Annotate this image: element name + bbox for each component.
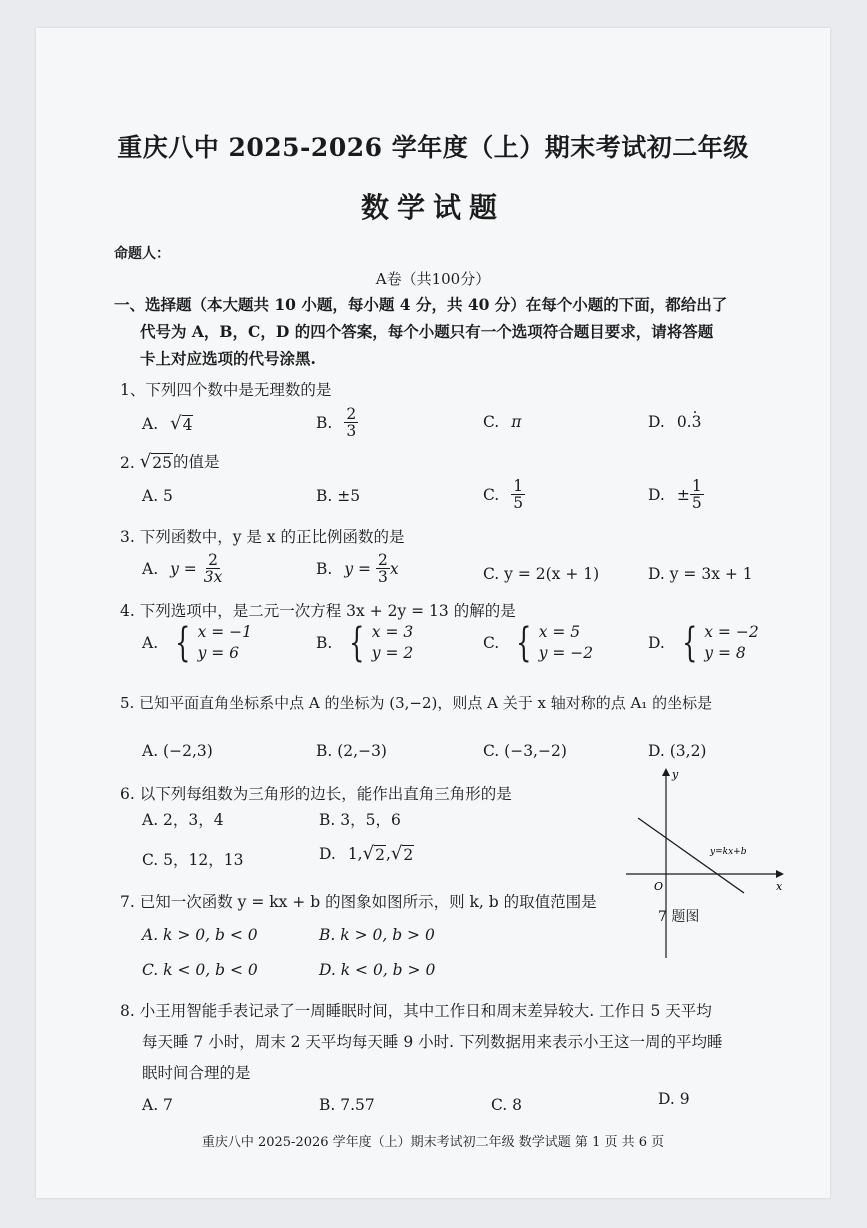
q1-option-a: A. √ 4	[142, 413, 193, 434]
q8-line3: 眠时间合理的是	[142, 1064, 251, 1082]
q2-option-c: C. $\frac{1}{5}$	[483, 477, 524, 513]
q3-option-b: B. y = $\frac{2}{3}$ x	[316, 551, 399, 587]
q4-stem: 4. 下列选项中，是二元一次方程 3x + 2y = 13 的解的是	[120, 602, 516, 620]
q6-option-a: A. 2，3，4	[142, 811, 224, 829]
q7-option-d: D. k < 0, b > 0	[319, 961, 436, 979]
q5-option-b: B. (2,−3)	[316, 742, 387, 760]
subject-title: 数学试题	[360, 191, 505, 224]
q7-stem: 7. 已知一次函数 y = kx + b 的图象如图所示，则 k, b 的取值范围是	[120, 893, 597, 911]
q6-stem: 6. 以下列每组数为三角形的边长，能作出直角三角形的是	[120, 785, 512, 803]
q4-option-c: C. { x = 5 y = −2	[483, 619, 594, 666]
q1-stem: 1、下列四个数中是无理数的是	[120, 381, 332, 399]
q3-option-c: C. y = 2(x + 1)	[483, 565, 600, 583]
q8-option-b: B. 7.57	[319, 1096, 375, 1114]
q8-line1: 8. 小王用智能手表记录了一周睡眠时间，其中工作日和周末差异较大. 工作日 5 天平均	[120, 1002, 712, 1020]
q6-option-b: B. 3，5，6	[319, 811, 401, 829]
figure-caption: 7 题图	[658, 909, 700, 925]
q2-stem: 2. √ 25 的值是	[120, 451, 220, 472]
y-axis-label: y	[672, 768, 679, 781]
q7-option-c: C. k < 0, b < 0	[142, 961, 258, 979]
x-axis-arrow	[776, 870, 784, 878]
q2-option-d: D. ± $\frac{1}{5}$	[648, 477, 702, 513]
q8-option-d: D. 9	[658, 1090, 690, 1108]
q5-option-c: C. (−3,−2)	[483, 742, 567, 760]
q1-option-b: B. $\frac{2}{3}$	[316, 405, 357, 441]
page-footer: 重庆八中 2025-2026 学年度（上）期末考试初二年级 数学试题 第 1 页 共 6 页	[201, 1135, 665, 1150]
section1-line3: 卡上对应选项的代号涂黑.	[140, 349, 316, 368]
q5-option-a: A. (−2,3)	[142, 742, 213, 760]
q7-figure	[626, 768, 786, 958]
q2-option-b: B. ±5	[316, 487, 361, 505]
q6-option-d: D. 1, √ 2 , √ 2	[319, 843, 414, 864]
q8-line2: 每天睡 7 小时，周末 2 天平均每天睡 9 小时. 下列数据用来表示小王这一周的平均睡	[142, 1033, 723, 1051]
exam-sheet	[36, 28, 830, 1198]
q8-option-a: A. 7	[142, 1096, 173, 1114]
q1-option-d: D. 0. 3 ·	[648, 413, 701, 431]
q6-option-c: C. 5，12，13	[142, 851, 244, 869]
q1-option-c: C. π	[483, 413, 522, 431]
q2-option-a: A. 5	[142, 487, 173, 505]
section1-line2: 代号为 A，B，C，D 的四个答案，每个小题只有一个选项符合题目要求，请将答题	[140, 322, 714, 341]
part-a-heading: A卷（共100分）	[375, 270, 491, 288]
y-axis-arrow	[662, 768, 670, 776]
exam-title: 重庆八中 2025-2026 学年度（上）期末考试初二年级	[117, 133, 749, 162]
q3-option-a: A. y = $\frac{2}{3x}$	[142, 551, 223, 587]
q7-option-a: A. k > 0, b < 0	[142, 926, 258, 944]
q8-option-c: C. 8	[491, 1096, 523, 1114]
q4-option-a: A. { x = −1 y = 6	[142, 619, 253, 666]
x-axis-label: x	[776, 880, 783, 893]
q3-stem: 3. 下列函数中，y 是 x 的正比例函数的是	[120, 528, 405, 546]
origin-label: O	[654, 880, 664, 893]
line-label: y=kx+b	[710, 847, 747, 857]
q4-option-b: B. { x = 3 y = 2	[316, 619, 414, 666]
q7-option-b: B. k > 0, b > 0	[319, 926, 435, 944]
q4-option-d: D. { x = −2 y = 8	[648, 619, 759, 666]
section1-line1: 一、选择题（本大题共 10 小题，每小题 4 分，共 40 分）在每个小题的下面，都给出了	[114, 295, 728, 314]
q5-option-d: D. (3,2)	[648, 742, 707, 760]
author-label: 命题人：	[114, 246, 170, 262]
q5-stem: 5. 已知平面直角坐标系中点 A 的坐标为 (3,−2)，则点 A 关于 x 轴对称的点 A₁ 的坐标是	[120, 694, 713, 712]
q3-option-d: D. y = 3x + 1	[648, 565, 753, 583]
